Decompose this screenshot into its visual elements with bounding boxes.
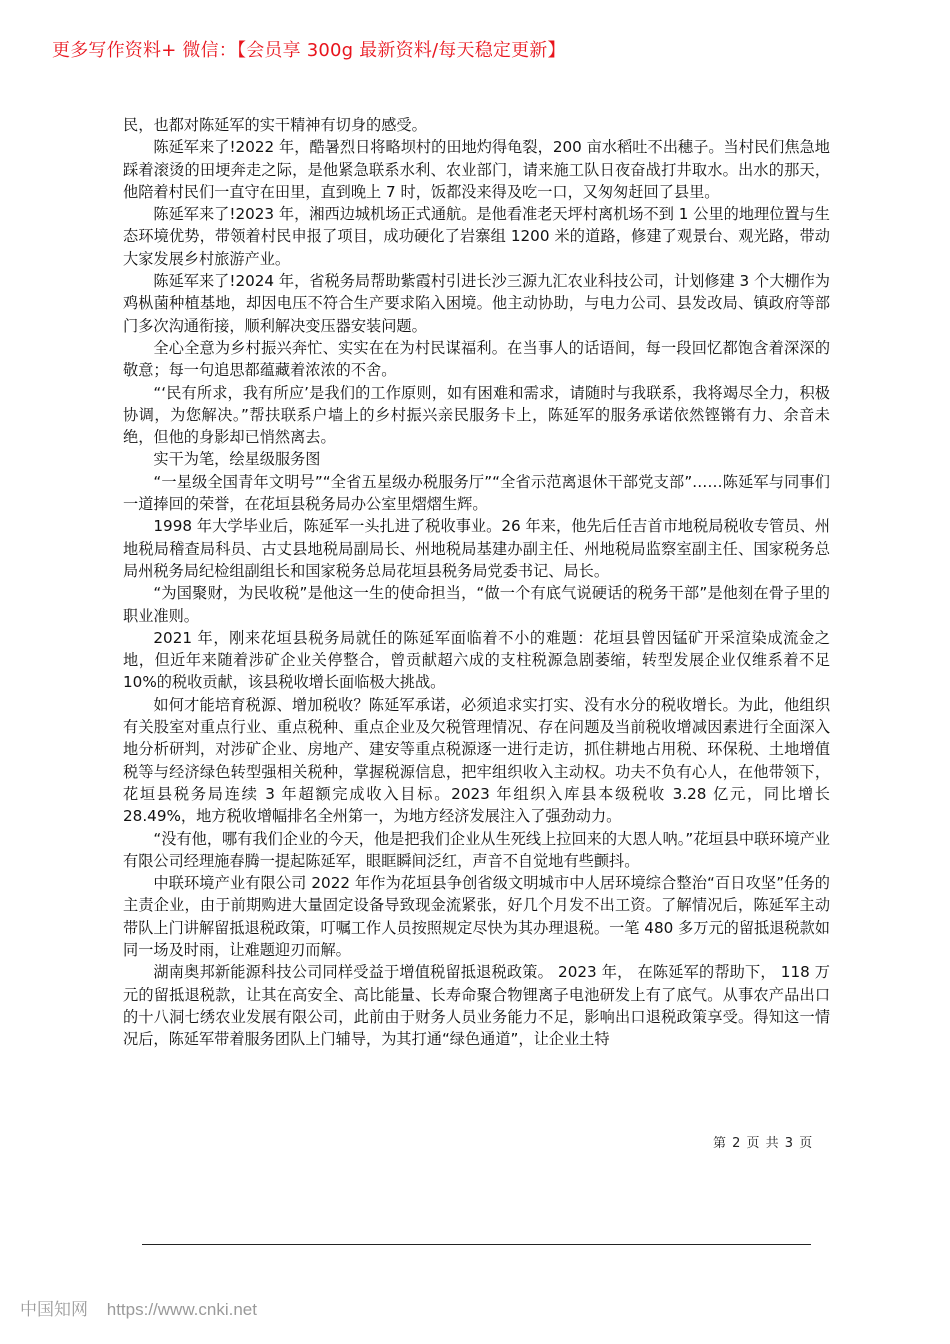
- watermark: [20, 1295, 257, 1320]
- article-body: [123, 114, 830, 1050]
- paragraph: “为国聚财，为民收税”是他这一生的使命担当，“做一个有底气说硬话的税务干部”是他刻在骨子里的职业准则。: [123, 584, 830, 625]
- paragraph: 湖南奥邦新能源科技公司同样受益于增值税留抵退税政策。 2023 年， 在陈延军的帮助下， 118 万元的留抵退税款，让其在高安全、高比能量、长寿命聚合物锂离子电池研发上有了底气。从事农产品出口的十八洞七绣农业发展有限公司，此前由于财务人员业务能力不足，影响出口退税政策享受。得知这一情况后，陈延军带着服务团队上门辅导，为其打通“绿色通道”，让企业土特: [123, 963, 830, 1049]
- paragraph: 中联环境产业有限公司 2022 年作为花垣县争创省级文明城市中人居环境综合整治“百日攻坚”任务的主责企业，由于前期购进大量固定设备导致现金流紧张，好几个月发不出工资。了解情况后，陈延军主动带队上门讲解留抵退税政策，叮嘱工作人员按照规定尽快为其办理退税。一笔 480 多万元的留抵退税款如同一场及时雨，让难题迎刃而解。: [123, 874, 830, 959]
- paragraph: 陈延军来了!2022 年，酷暑烈日将略坝村的田地灼得龟裂，200 亩水稻吐不出穗子。当村民们焦急地踩着滚烫的田埂奔走之际，是他紧急联系水利、农业部门，请来施工队日夜奋战打井取水。出水的那天，他陪着村民们一直守在田里，直到晚上 7 时，饭都没来得及吃一口，又匆匆赶回了县里。: [123, 138, 830, 201]
- paragraph: 全心全意为乡村振兴奔忙、实实在在为村民谋福利。在当事人的话语间，每一段回忆都饱含着深深的敬意；每一句追思都蕴藏着浓浓的不舍。: [123, 338, 830, 380]
- paragraph: 民，也都对陈延军的实干精神有切身的感受。: [123, 116, 427, 134]
- paragraph: 陈延军来了!2024 年，省税务局帮助紫霞村引进长沙三源九汇农业科技公司，计划修建 3 个大棚作为鸡枞菌种植基地，却因电压不符合生产要求陷入困境。他主动协助，与电力公司、县发改局、镇政府等部门多次沟通衔接，顺利解决变压器安装问题。: [123, 272, 830, 335]
- page-indicator: 第 2 页 共 3 页: [713, 1136, 814, 1151]
- promo-banner: 更多写作资料+ 微信：【会员享 300g 最新资料/每天稳定更新】: [52, 40, 566, 61]
- watermark-url: https://www.cnki.net: [106, 1300, 257, 1319]
- paragraph: “一星级全国青年文明号”“全省五星级办税服务厅”“全省示范离退休干部党支部”……陈延军与同事们一道捧回的荣誉，在花垣县税务局办公室里熠熠生辉。: [123, 472, 830, 514]
- watermark-brand: 中国知网: [20, 1300, 88, 1319]
- paragraph: “没有他，哪有我们企业的今天，他是把我们企业从生死线上拉回来的大恩人呐。”花垣县中联环境产业有限公司经理施春腾一提起陈延军，眼眶瞬间泛红，声音不自觉地有些颤抖。: [123, 829, 830, 870]
- paragraph: 如何才能培育税源、增加税收？陈延军承诺，必须追求实打实、没有水分的税收增长。为此，他组织有关股室对重点行业、重点税种、重点企业及欠税管理情况、存在问题及当前税收增减因素进行全面深入地分析研判，对涉矿企业、房地产、建安等重点税源逐一进行走访，抓住耕地占用税、环保税、土地增值税等与经济绿色转型强相关税种，掌握税源信息，把牢组织收入主动权。功夫不负有心人，在他带领下，花垣县税务局连续 3 年超额完成收入目标。2023 年组织入库县本级税收 3.28 亿元，同比增长 28.49%，地方税收增幅排名全州第一，为地方经济发展注入了强劲动力。: [123, 695, 830, 826]
- section-heading: 实干为笔，绘星级服务图: [153, 450, 321, 469]
- footer-divider: [142, 1244, 811, 1245]
- paragraph: “‘民有所求，我有所应’是我们的工作原则，如有困难和需求，请随时与我联系，我将竭尽全力，积极协调，为您解决。”帮扶联系户墙上的乡村振兴亲民服务卡上，陈延军的服务承诺依然铿锵有力、余音未绝，但他的身影却已悄然离去。: [123, 383, 830, 447]
- paragraph: 1998 年大学毕业后，陈延军一头扎进了税收事业。26 年来，他先后任吉首市地税局税收专管员、州地税局稽查局科员、古丈县地税局副局长、州地税局基建办副主任、州地税局监察室副主任、国家税务总局州税务局纪检组副组长和国家税务总局花垣县税务局党委书记、局长。: [123, 517, 830, 580]
- paragraph: 陈延军来了!2023 年，湘西边城机场正式通航。是他看准老天坪村离机场不到 1 公里的地理位置与生态环境优势，带领着村民申报了项目，成功硬化了岩寨组 1200 米的道路，修建了观景台、观光路，带动大家发展乡村旅游产业。: [123, 205, 830, 268]
- paragraph: 2021 年，刚来花垣县税务局就任的陈延军面临着不小的难题：花垣县曾因锰矿开采渲染成流金之地，但近年来随着涉矿企业关停整合，曾贡献超六成的支柱税源急剧萎缩，转型发展企业仅维系着不足 10%的税收贡献，该县税收增长面临极大挑战。: [123, 628, 830, 692]
